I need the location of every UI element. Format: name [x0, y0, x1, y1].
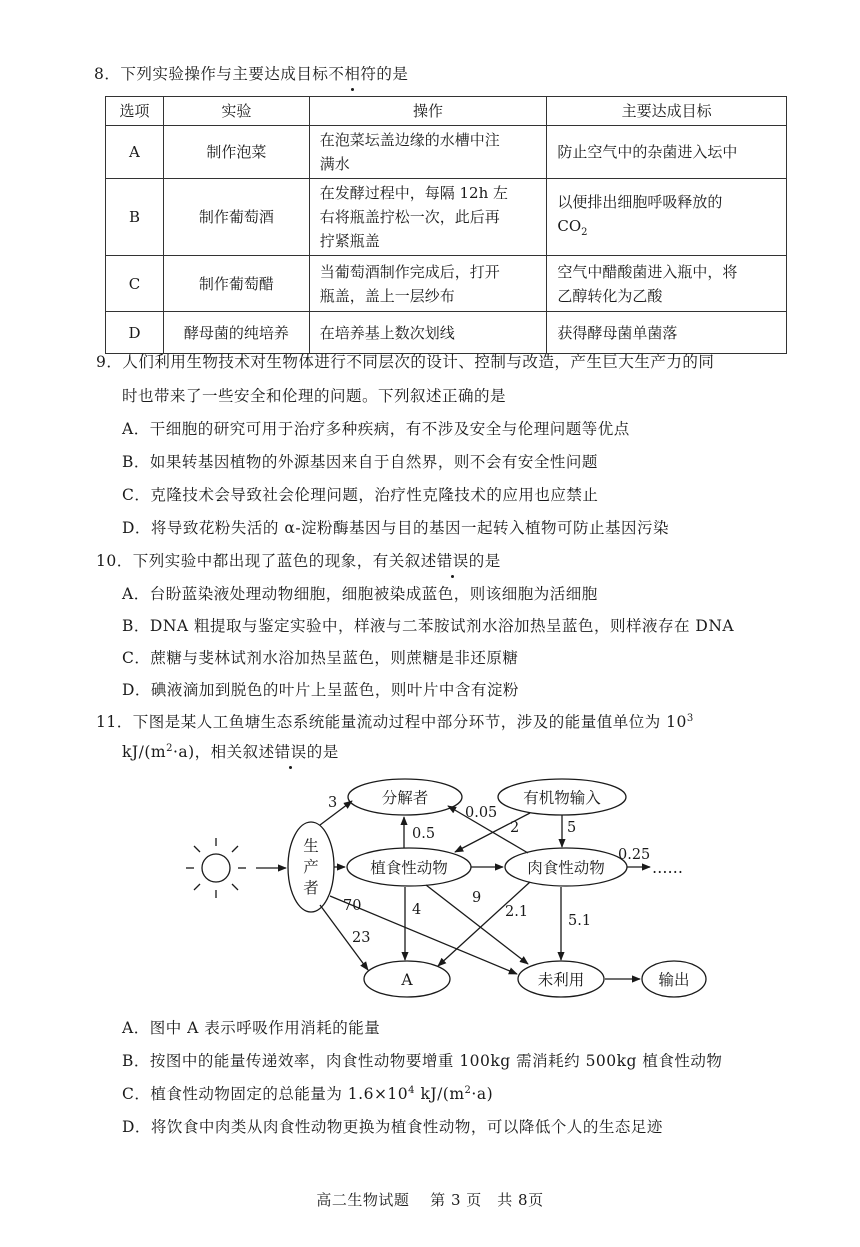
row-experiment: 制作葡萄酒	[163, 179, 309, 256]
page-footer: 高二生物试题 第 3 页 共 8页	[316, 1191, 544, 1209]
q11-stem-text: 11．下图是某人工鱼塘生态系统能量流动过程中部分环节，涉及的能量值单位为 10	[96, 713, 687, 731]
value-label: 5.1	[568, 913, 592, 929]
q10-option-b: B．DNA 粗提取与鉴定实验中，样液与二苯胺试剂水浴加热呈蓝色，则样液存在 DNA	[122, 617, 735, 635]
row-experiment: 酵母菌的纯培养	[163, 312, 309, 354]
q9-option-a: A．干细胞的研究可用于治疗多种疾病，有不涉及安全与伦理问题等优点	[122, 420, 630, 438]
carnivore-label: 肉食性动物	[527, 859, 605, 877]
value-label: 0.25	[618, 847, 651, 863]
value-label: 70	[343, 898, 362, 914]
op-line: 在泡菜坛盖边缘的水槽中注	[319, 131, 500, 149]
q8-stem-text: 8．下列实验操作与主要达成目标	[94, 65, 329, 83]
row-operation: 在培养基上数次划线	[309, 312, 547, 354]
header-operation: 操作	[309, 97, 547, 126]
q11-c-sup1: 4	[408, 1084, 416, 1096]
header-experiment: 实验	[163, 97, 309, 126]
value-label: 9	[472, 890, 482, 906]
row-goal: 防止空气中的杂菌进入坛中	[547, 126, 787, 179]
decomposer-label: 分解者	[381, 789, 429, 807]
co2-subscript: 2	[581, 226, 588, 238]
value-label: 5	[567, 820, 577, 836]
q11-option-a: A．图中 A 表示呼吸作用消耗的能量	[122, 1019, 381, 1037]
value-label: 23	[352, 930, 371, 946]
value-label: 3	[328, 795, 338, 811]
row-option: C	[106, 256, 164, 312]
goal-line: 以便排出细胞呼吸释放的	[557, 192, 723, 211]
op-line: 右将瓶盖拧松一次，此后再	[319, 208, 500, 226]
producer-label-2: 产	[303, 858, 319, 876]
op-line: 满水	[319, 155, 350, 173]
row-option: A	[106, 126, 164, 179]
q9-option-b: B．如果转基因植物的外源基因来自于自然界，则不会有安全性问题	[122, 453, 598, 471]
header-option: 选项	[106, 97, 164, 126]
q10-option-d: D．碘液滴加到脱色的叶片上呈蓝色，则叶片中含有淀粉	[122, 681, 519, 699]
q11-c-text: C．植食性动物固定的总能量为 1.6×10	[122, 1085, 409, 1103]
q11-unit-b: ·a)，相关叙述	[172, 743, 275, 761]
goal-line: 乙醇转化为乙酸	[557, 286, 663, 305]
op-line: 拧紧瓶盖	[319, 232, 380, 250]
producer-label-3: 者	[303, 879, 319, 897]
sun-icon	[186, 838, 246, 898]
q9-stem-end: 的是	[474, 387, 507, 405]
row-experiment: 制作葡萄醋	[163, 256, 309, 312]
row-goal: 获得酵母菌单菌落	[547, 312, 787, 354]
q11-c-unit: kJ/(m	[415, 1085, 465, 1103]
q9-stem-text: 时也带来了一些安全和伦理的问题。下列叙述	[122, 387, 443, 405]
row-experiment: 制作泡菜	[163, 126, 309, 179]
op-line: 在发酵过程中，每隔 12h 左	[319, 184, 509, 202]
q10-stem-text: 10．下列实验中都出现了蓝色的现象，有关叙述	[96, 552, 437, 570]
herbivore-label: 植食性动物	[370, 859, 448, 877]
q11-stem-sup: 3	[686, 712, 694, 724]
value-label: 4	[412, 902, 422, 918]
unused-label: 未利用	[537, 971, 585, 989]
q11-stem-emphasis: 错误	[275, 740, 307, 762]
row-option: D	[106, 312, 164, 354]
q10-stem-end: 的是	[468, 552, 501, 570]
header-goal: 主要达成目标	[547, 97, 787, 126]
q9-stem-emphasis: 正确	[442, 387, 475, 405]
q9-option-d: D．将导致花粉失活的 α-淀粉酶基因与目的基因一起转入植物可防止基因污染	[122, 519, 670, 537]
q8-stem-emphasis: 不相符	[328, 62, 376, 84]
goal-line: CO	[557, 216, 582, 235]
goal-line: 空气中醋酸菌进入瓶中，将	[557, 262, 738, 281]
q11-c-unit-end: ·a)	[471, 1085, 494, 1103]
row-option: B	[106, 179, 164, 256]
producer-label-1: 生	[303, 837, 319, 855]
value-label: 0.5	[412, 826, 436, 842]
value-label: 0.05	[465, 805, 498, 821]
q11-unit-a: kJ/(m	[122, 743, 167, 761]
q11-c-sup2: 2	[464, 1084, 472, 1096]
q11-unit-sup: 2	[166, 742, 173, 754]
op-line: 当葡萄酒制作完成后，打开	[319, 262, 500, 281]
q11-option-c	[122, 1082, 493, 1104]
q10-stem-emphasis: 错误	[437, 549, 469, 571]
q10-option-c: C．蔗糖与斐林试剂水浴加热呈蓝色，则蔗糖是非还原糖	[122, 649, 519, 667]
q9-option-c: C．克隆技术会导致社会伦理问题，治疗性克隆技术的应用也应禁止	[122, 486, 599, 504]
output-label: 输出	[658, 971, 690, 989]
value-label: 2	[510, 820, 520, 836]
a-label: A	[401, 971, 413, 989]
arrow-carnivore-a	[438, 882, 530, 966]
q11-option-d: D．将饮食中肉类从肉食性动物更换为植食性动物，可以降低个人的生态足迹	[122, 1118, 663, 1136]
q9-stem-line1: 9．人们利用生物技术对生物体进行不同层次的设计、控制与改造，产生巨大生产力的同	[96, 353, 715, 371]
q8-stem-end: 的是	[376, 65, 409, 83]
organic-input-label: 有机物输入	[523, 789, 601, 807]
ellipsis-label: ……	[652, 859, 683, 877]
op-line: 瓶盖，盖上一层纱布	[319, 286, 455, 305]
value-label: 2.1	[505, 904, 529, 920]
q10-option-a: A．台盼蓝染液处理动物细胞，细胞被染成蓝色，则该细胞为活细胞	[122, 585, 598, 603]
q11-stem-end: 的是	[306, 743, 339, 761]
q11-option-b: B．按图中的能量传递效率，肉食性动物要增重 100kg 需消耗约 500kg 植食性动物	[122, 1052, 723, 1070]
